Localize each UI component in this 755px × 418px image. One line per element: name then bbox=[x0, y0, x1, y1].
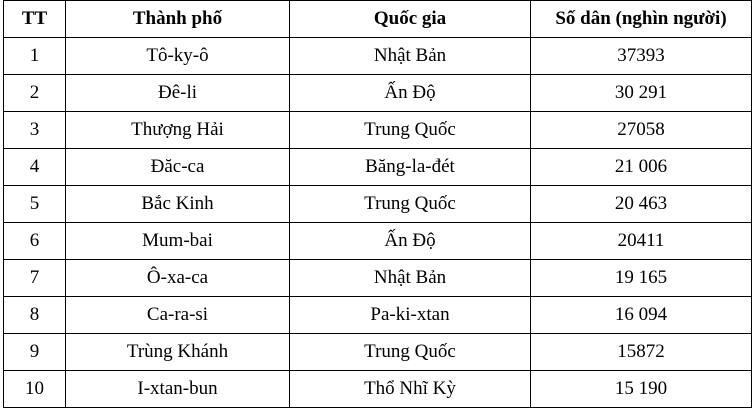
population-table-container bbox=[3, 0, 752, 408]
cell-city: Ô-xa-ca bbox=[66, 260, 290, 297]
cell-tt: 7 bbox=[4, 260, 66, 297]
cell-tt: 10 bbox=[4, 371, 66, 408]
table-row bbox=[4, 371, 752, 408]
table-row bbox=[4, 297, 752, 334]
cell-tt: 3 bbox=[4, 112, 66, 149]
table-row bbox=[4, 186, 752, 223]
cell-country: Trung Quốc bbox=[290, 334, 531, 371]
header-country: Quốc gia bbox=[290, 1, 531, 38]
cell-population: 37393 bbox=[531, 38, 752, 75]
cell-population: 20411 bbox=[531, 223, 752, 260]
cell-tt: 1 bbox=[4, 38, 66, 75]
cell-population: 21 006 bbox=[531, 149, 752, 186]
cell-population: 15872 bbox=[531, 334, 752, 371]
cell-country: Băng-la-đét bbox=[290, 149, 531, 186]
table-row bbox=[4, 334, 752, 371]
cell-tt: 6 bbox=[4, 223, 66, 260]
cell-tt: 8 bbox=[4, 297, 66, 334]
table-header-row bbox=[4, 1, 752, 38]
table-row bbox=[4, 75, 752, 112]
cell-tt: 9 bbox=[4, 334, 66, 371]
table-row bbox=[4, 223, 752, 260]
table-row bbox=[4, 112, 752, 149]
cell-city: Ca-ra-si bbox=[66, 297, 290, 334]
cell-population: 16 094 bbox=[531, 297, 752, 334]
cell-city: I-xtan-bun bbox=[66, 371, 290, 408]
cell-country: Nhật Bản bbox=[290, 260, 531, 297]
cell-city: Thượng Hải bbox=[66, 112, 290, 149]
cell-country: Pa-ki-xtan bbox=[290, 297, 531, 334]
table-row bbox=[4, 38, 752, 75]
cell-tt: 4 bbox=[4, 149, 66, 186]
cell-city: Trùng Khánh bbox=[66, 334, 290, 371]
header-city: Thành phố bbox=[66, 1, 290, 38]
cell-country: Nhật Bản bbox=[290, 38, 531, 75]
cell-city: Bắc Kinh bbox=[66, 186, 290, 223]
cell-country: Trung Quốc bbox=[290, 186, 531, 223]
cell-country: Ấn Độ bbox=[290, 223, 531, 260]
cell-tt: 2 bbox=[4, 75, 66, 112]
cell-country: Trung Quốc bbox=[290, 112, 531, 149]
cell-city: Đăc-ca bbox=[66, 149, 290, 186]
population-table bbox=[3, 0, 752, 408]
cell-city: Đê-li bbox=[66, 75, 290, 112]
cell-city: Tô-ky-ô bbox=[66, 38, 290, 75]
cell-population: 15 190 bbox=[531, 371, 752, 408]
cell-population: 30 291 bbox=[531, 75, 752, 112]
cell-city: Mum-bai bbox=[66, 223, 290, 260]
header-tt: TT bbox=[4, 1, 66, 38]
cell-country: Ấn Độ bbox=[290, 75, 531, 112]
cell-population: 20 463 bbox=[531, 186, 752, 223]
cell-population: 19 165 bbox=[531, 260, 752, 297]
header-population: Số dân (nghìn người) bbox=[531, 1, 752, 38]
table-body bbox=[4, 38, 752, 408]
table-row bbox=[4, 149, 752, 186]
table-row bbox=[4, 260, 752, 297]
cell-population: 27058 bbox=[531, 112, 752, 149]
cell-country: Thổ Nhĩ Kỳ bbox=[290, 371, 531, 408]
cell-tt: 5 bbox=[4, 186, 66, 223]
